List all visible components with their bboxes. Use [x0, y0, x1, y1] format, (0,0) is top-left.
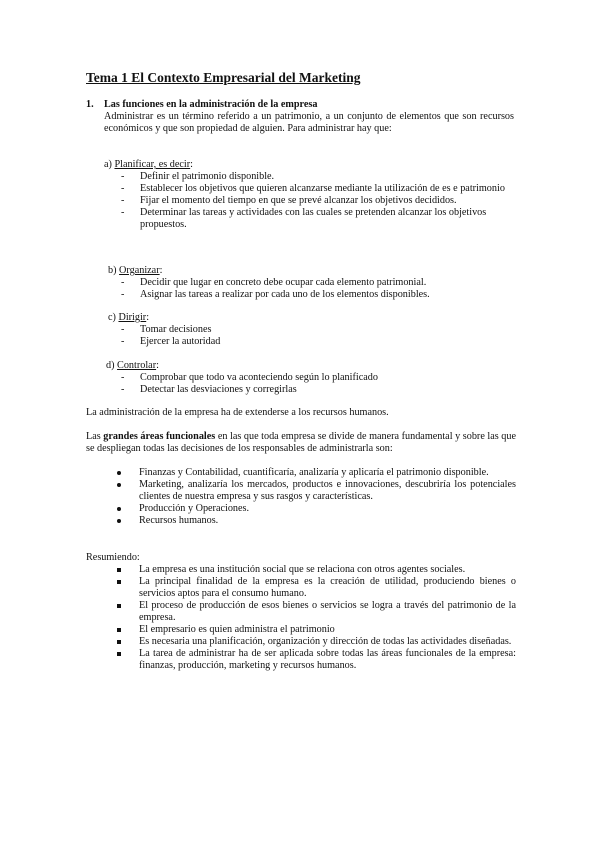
dash-marker: - — [121, 384, 125, 395]
dirigir-list — [121, 324, 516, 348]
subsection-dirigir: c) Dirigir: — [108, 312, 150, 323]
subsection-letter: b) — [108, 265, 117, 276]
areas-bold-term: grandes áreas funcionales — [103, 431, 216, 442]
list-item: - Asignar las tareas a realizar por cada uno de los elementos disponibles. — [121, 289, 430, 300]
subsection-label: Organizar — [119, 265, 160, 276]
subsection-letter: c) — [108, 312, 116, 323]
subsection-planificar: a) Planificar, es decir: — [104, 159, 193, 170]
bullet-square-icon — [117, 652, 121, 656]
bullet-dot-icon — [117, 483, 121, 487]
dash-marker: - — [121, 289, 125, 300]
dash-marker: - — [121, 336, 125, 347]
list-item: - Decidir que lugar en concreto debe ocupar cada elemento patrimonial. — [121, 277, 427, 288]
subsection-organizar: b) Organizar: — [108, 265, 163, 276]
list-item: El proceso de producción de esos bienes o servicios se logra a través del patrimonio de la empresa. — [117, 600, 516, 624]
section-intro: Administrar es un término referido a un patrimonio, a un conjunto de elementos que son recursos económicos y que son propiedad de alguien. Para administrar hay que: — [104, 111, 514, 134]
bullet-dot-icon — [117, 519, 121, 523]
bullet-square-icon — [117, 580, 121, 584]
list-item: - Tomar decisiones — [121, 324, 212, 335]
subsection-label: Controlar — [117, 360, 157, 371]
dash-marker: - — [121, 277, 125, 288]
section-heading-text: Las funciones en la administración de la empresa — [104, 99, 318, 110]
bullet-square-icon — [117, 568, 121, 572]
subsection-letter: a) — [104, 159, 112, 170]
bullet-square-icon — [117, 640, 121, 644]
extend-paragraph: La administración de la empresa ha de extenderse a los recursos humanos. — [86, 407, 389, 418]
section-number: 1. — [86, 99, 94, 110]
list-item: - Establecer los objetivos que quieren alcanzarse mediante la utilización de es e patrimonio — [121, 183, 505, 194]
list-item: Recursos humanos. — [117, 515, 516, 527]
list-item: La principal finalidad de la empresa es la creación de utilidad, produciendo bienes o servicios aptos para el consumo humano. — [117, 576, 516, 600]
list-item: El empresario es quien administra el patrimonio — [117, 624, 516, 636]
list-item: La empresa es una institución social que se relaciona con otros agentes sociales. — [117, 564, 516, 576]
list-item: - Detectar las desviaciones y corregirlas — [121, 384, 297, 395]
subsection-label: Dirigir — [118, 312, 147, 323]
list-item: Finanzas y Contabilidad, cuantificaría, analizaría y aplicaría el patrimonio disponible. — [117, 467, 516, 479]
bullet-square-icon — [117, 604, 121, 608]
list-item: La tarea de administrar ha de ser aplicada sobre todas las áreas funcionales de la empresa: finanzas, producción, marketing y recursos humanos. — [117, 648, 516, 672]
list-item: - Determinar las tareas y actividades con las cuales se pretenden alcanzar los objetivos propuestos. — [121, 207, 487, 230]
dash-marker: - — [121, 372, 125, 383]
page-title: Tema 1 El Contexto Empresarial del Marketing — [86, 70, 361, 85]
bullet-dot-icon — [117, 471, 121, 475]
dash-marker: - — [121, 324, 125, 335]
list-item: - Comprobar que todo va aconteciendo según lo planificado — [121, 372, 378, 383]
dash-marker: - — [121, 195, 125, 206]
resumiendo-list — [117, 564, 516, 672]
list-item: - Ejercer la autoridad — [121, 336, 221, 347]
resumiendo-label: Resumiendo: — [86, 552, 140, 563]
bullet-dot-icon — [117, 507, 121, 511]
list-item: - Fijar el momento del tiempo en que se prevé alcanzar los objetivos decididos. — [121, 195, 457, 206]
subsection-letter: d) — [106, 360, 115, 371]
planificar-list — [121, 171, 516, 231]
areas-paragraph: Las grandes áreas funcionales en las que toda empresa se divide de manera fundamental y sobre las que se despliegan todas las decisiones de los responsables de administrarla son: — [86, 431, 517, 454]
dash-marker: - — [121, 183, 125, 194]
list-item: Es necesaria una planificación, organización y dirección de todas las actividades diseñadas. — [117, 636, 516, 648]
subsection-controlar: d) Controlar: — [106, 360, 159, 371]
list-item: - Definir el patrimonio disponible. — [121, 171, 275, 182]
list-item: Producción y Operaciones. — [117, 503, 516, 515]
controlar-list — [121, 372, 516, 396]
bullet-square-icon — [117, 628, 121, 632]
dash-marker: - — [121, 171, 125, 182]
dash-marker: - — [121, 207, 125, 218]
areas-list — [117, 467, 516, 527]
subsection-label: Planificar, es decir — [114, 159, 191, 170]
organizar-list — [121, 277, 516, 301]
list-item: Marketing, analizaría los mercados, productos e innovaciones, descubriría los potenciales clientes de nuestra empresa y sus rasgos y características. — [117, 479, 516, 503]
section-heading — [86, 99, 317, 111]
